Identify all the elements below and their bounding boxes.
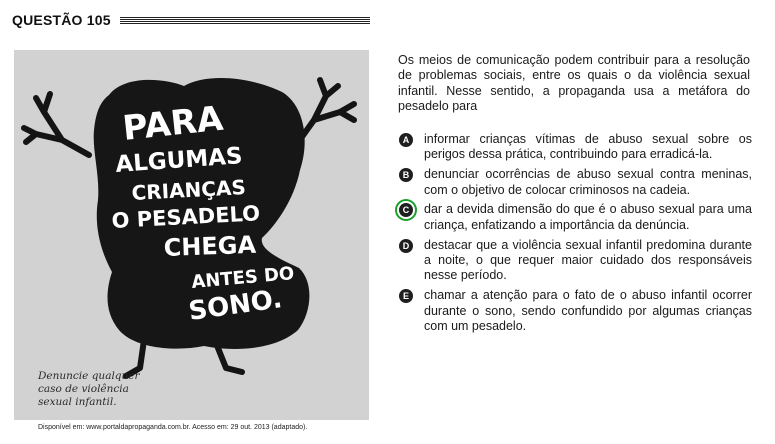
option-letter-badge: A	[399, 133, 413, 147]
option-c[interactable]	[398, 202, 752, 233]
lettering-algumas: ALGUMAS	[114, 143, 244, 178]
poster-caption	[38, 370, 140, 409]
lettering-para: PARA	[120, 98, 225, 149]
caption-line: caso de violência	[38, 383, 129, 395]
monster-left-arm	[24, 94, 89, 155]
caption-line: sexual infantil.	[38, 396, 117, 408]
option-text: denunciar ocorrências de abuso sexual contra meninas, com o objetivo de colocar criminosos na cadeia.	[424, 167, 752, 197]
question-title: QUESTÃO 105	[12, 12, 111, 28]
caption-line: Denuncie qualquer	[38, 370, 140, 382]
option-d[interactable]	[398, 238, 752, 284]
advertisement-poster	[14, 50, 369, 420]
option-text: chamar a atenção para o fato de o abuso infantil ocorrer durante o sono, sendo confundido por algumas crianças com um pesadelo.	[424, 288, 752, 334]
lettering-chega: CHEGA	[163, 230, 257, 262]
monster-illustration	[14, 50, 369, 420]
lettering-antes-do: ANTES DO	[190, 263, 296, 293]
question-header	[12, 12, 370, 32]
option-e[interactable]	[398, 288, 752, 334]
lettering-o-pesadelo: O PESADELO	[111, 201, 261, 233]
option-letter-badge: C	[399, 203, 413, 217]
option-text: destacar que a violência sexual infantil predomina durante a noite, o que requer maior cuidado dos responsáveis nesse período.	[424, 237, 752, 283]
option-a[interactable]	[398, 132, 752, 163]
option-letter-badge: E	[399, 289, 413, 303]
option-text: informar crianças vítimas de abuso sexual sobre os perigos dessa prática, contribuindo para erradicá-la.	[424, 132, 752, 162]
lettering-criancas: CRIANÇAS	[131, 175, 247, 205]
answer-options	[398, 132, 752, 339]
lettering-sono: SONO.	[186, 284, 285, 327]
question-statement: Os meios de comunicação podem contribuir para a resolução de problemas sociais, entre os quais o da violência sexual infantil. Nesse sentido, a propaganda usa a metáfora do pesadelo para	[398, 53, 750, 114]
option-letter-badge: D	[399, 239, 413, 253]
option-letter-badge: B	[399, 168, 413, 182]
image-source: Disponível em: www.portaldapropaganda.com.br. Acesso em: 29 out. 2013 (adaptado).	[38, 424, 308, 431]
option-b[interactable]	[398, 167, 752, 198]
header-rule	[120, 17, 370, 25]
option-text: dar a devida dimensão do que é o abuso sexual para uma criança, enfatizando a importância da denúncia.	[424, 202, 752, 232]
